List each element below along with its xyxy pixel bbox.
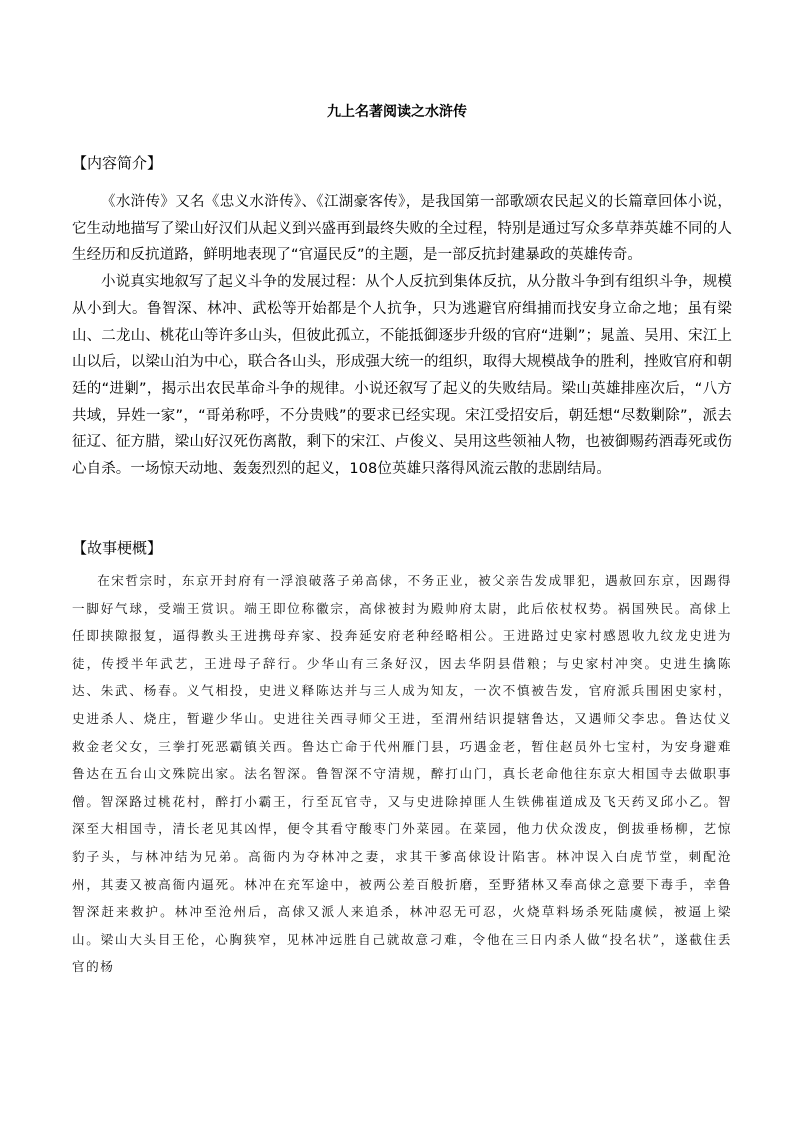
section-heading-intro: 【内容简介】 [72,154,163,172]
intro-paragraph: 小说真实地叙写了起义斗争的发展过程：从个人反抗到集体反抗，从分散斗争到有组织斗争，规模从小到大。鲁智深、林冲、武松等开始都是个人抗争，只为逃避官府缉捕而找安身立命之地；虽有梁山、二龙山、桃花山等许多山头，但彼此孤立，不能抵御逐步升级的官府“进剿”；晁盖、吴用、宋江上山以后，以梁山泊为中心，联合各山头，形成强大统一的组织，取得大规模战争的胜利，挫败官府和朝廷的“进剿”，揭示出农民革命斗争的规律。小说还叙写了起义的失败结局。梁山英雄排座次后，“八方共域，异姓一家”，“哥弟称呼，不分贵贱”的要求已经实现。宋江受招安后，朝廷想“尽数剿除”，派去征辽、征方腊，梁山好汉死伤离散，剩下的宋江、卢俊义、吴用这些领袖人物，也被御赐药酒毒死或伤心自杀。一场惊天动地、轰轰烈烈的起义，108位英雄只落得风流云散的悲剧结局。 [72,274,732,478]
intro-section [72,189,732,483]
story-section [72,567,732,981]
story-paragraph: 在宋哲宗时，东京开封府有一浮浪破落子弟高俅，不务正业，被父亲告发成罪犯，遇赦回东京，因踢得一脚好气球，受端王赏识。端王即位称徽宗，高俅被封为殿帅府太尉，此后依杖权势。祸国殃民。高俅上任即挟隙报复，逼得教头王进携母弃家、投奔延安府老种经略相公。王进路过史家村感恩收九纹龙史进为徒，传授半年武艺，王进母子辞行。少华山有三条好汉，因去华阴县借粮；与史家村冲突。史进生擒陈达、朱武、杨春。义气相投，史进义释陈达并与三人成为知友，一次不慎被告发，官府派兵围困史家村，史进杀人、烧庄，暂避少华山。史进往关西寻师父王进，至渭州结识提辖鲁达，又遇师父李忠。鲁达仗义救金老父女，三拳打死恶霸镇关西。鲁达亡命于代州雁门县，巧遇金老，暂住赵员外七宝村，为安身避难鲁达在五台山文殊院出家。法名智深。鲁智深不守清规，醉打山门，真长老命他往东京大相国寺去做职事僧。智深路过桃花村，醉打小霸王，行至瓦官寺，又与史进除掉匪人生铁佛崔道成及飞天药叉邱小乙。智深至大相国寺，清长老见其凶悍，便令其看守酸枣门外菜园。在菜园，他力伏众泼皮，倒拔垂杨柳，艺惊豹子头，与林冲结为兄弟。高衙内为夺林冲之妻，求其干爹高俅设计陷害。林冲误入白虎节堂，刺配沧州，其妻又被高衙内逼死。林冲在充军途中，被两公差百般折磨，至野猪林又奉高俅之意要下毒手，幸鲁智深赶来救护。林冲至沧州后，高俅又派人来追杀，林冲忍无可忍，火烧草料场杀死陆虞候，被逼上梁山。梁山大头目王伦，心胸狭窄，见林冲远胜自己就故意刁难，令他在三日内杀人做“投名状”，遂截住丢官的杨 [72,573,732,975]
section-heading-story: 【故事梗概】 [72,539,163,557]
document-title: 九上名著阅读之水浒传 [327,104,467,120]
intro-paragraph: 《水浒传》又名《忠义水浒传》、《江湖豪客传》，是我国第一部歌颂农民起义的长篇章回体小说，它生动地描写了梁山好汉们从起义到兴盛再到最终失败的全过程，特别是通过写众多草莽英雄不同的人生经历和反抗道路，鲜明地表现了“官逼民反”的主题，是一部反抗封建暴政的英雄传奇。 [72,194,732,264]
